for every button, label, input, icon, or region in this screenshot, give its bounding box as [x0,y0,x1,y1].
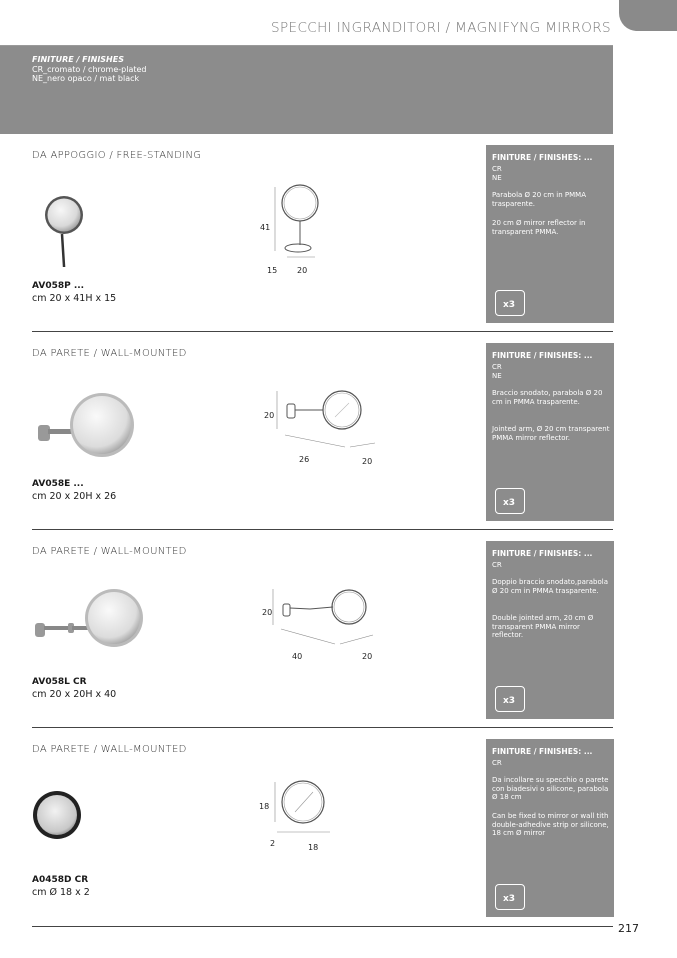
product-photo [32,167,152,267]
finishes-band [0,46,613,134]
product-section-av058e [0,341,677,538]
product-dimensions: cm 20 x 20H x 26 [32,491,117,502]
bottom-rule [32,926,613,927]
technical-drawing [255,173,405,283]
dim-depth-label: 15 [267,266,278,275]
product-dimensions: cm Ø 18 x 2 [32,887,90,898]
product-code: AV058P ... [32,281,85,291]
dim-width-label: 20 [362,457,373,466]
description-en: Can be fixed to mirror or wall tith double-adhedive strip or silicone, 18 cm Ø mirror [492,812,609,837]
magnification-icon: x3 [495,884,525,910]
product-code: AV058E ... [32,479,84,489]
product-dimensions: cm 20 x 20H x 40 [32,689,117,700]
technical-drawing [255,371,405,481]
info-heading: FINITURE / FINISHES: ... [492,153,593,162]
dim-depth-label: 26 [299,455,310,464]
dim-width-label: 20 [362,652,373,661]
finish-line-ne: NE_nero opaco / mat black [32,74,140,83]
section-separator [32,331,613,332]
technical-drawing [255,767,405,877]
finish-code: CR [492,165,502,173]
product-section-av058l [0,539,677,736]
info-panel [486,739,614,917]
dim-width-label: 18 [308,843,319,852]
description-it: Parabola Ø 20 cm in PMMA trasparente. [492,191,587,208]
section-separator [32,529,613,530]
section-heading: DA PARETE / WALL-MOUNTED [32,546,187,557]
dim-height-label: 41 [260,223,271,232]
product-photo [32,563,152,663]
dim-depth-label: 2 [270,839,276,848]
info-heading: FINITURE / FINISHES: ... [492,549,593,558]
finish-code: CR [492,759,502,767]
magnification-icon: x3 [495,686,525,712]
description-en: Double jointed arm, 20 cm Ø transparent PMMA mirror reflector. [492,614,594,639]
description-it: Da incollare su specchio o parete con biadesivi o silicone, parabola Ø 18 cm [492,776,609,801]
dim-depth-label: 40 [292,652,303,661]
description-it: Doppio braccio snodato,parabola Ø 20 cm in PMMA trasparente. [492,578,608,595]
description-en: 20 cm Ø mirror reflector in transparent PMMA. [492,219,586,236]
product-section-av058p [0,143,677,340]
product-photo [32,761,152,861]
page-title: SPECCHI INGRANDITORI / MAGNIFYNG MIRRORS [271,20,611,36]
section-heading: DA PARETE / WALL-MOUNTED [32,348,187,359]
dim-height-label: 20 [262,608,273,617]
product-photo [32,365,152,465]
dim-width-label: 20 [297,266,308,275]
magnification-icon: x3 [495,290,525,316]
info-panel [486,343,614,521]
section-heading: DA APPOGGIO / FREE-STANDING [32,150,202,161]
dim-height-label: 20 [264,411,275,420]
product-section-a0458d [0,737,677,934]
technical-drawing [255,569,405,679]
magnification-icon: x3 [495,488,525,514]
finish-code: CR [492,363,502,371]
description-it: Braccio snodato, parabola Ø 20 cm in PMMA trasparente. [492,389,603,406]
info-heading: FINITURE / FINISHES: ... [492,747,593,756]
finishes-heading: FINITURE / FINISHES [32,55,124,64]
product-code: A0458D CR [32,875,89,885]
section-heading: DA PARETE / WALL-MOUNTED [32,744,187,755]
finish-line-cr: CR_cromato / chrome-plated [32,65,147,74]
chapter-tab [619,0,677,31]
finish-code: NE [492,372,502,380]
page-number: 217 [618,922,639,935]
info-heading: FINITURE / FINISHES: ... [492,351,593,360]
dim-height-label: 18 [259,802,270,811]
finish-code: NE [492,174,502,182]
product-dimensions: cm 20 x 41H x 15 [32,293,117,304]
info-panel [486,541,614,719]
finish-code: CR [492,561,502,569]
description-en: Jointed arm, Ø 20 cm transparent PMMA mirror reflector. [492,425,610,442]
section-separator [32,727,613,728]
product-code: AV058L CR [32,677,87,687]
info-panel [486,145,614,323]
